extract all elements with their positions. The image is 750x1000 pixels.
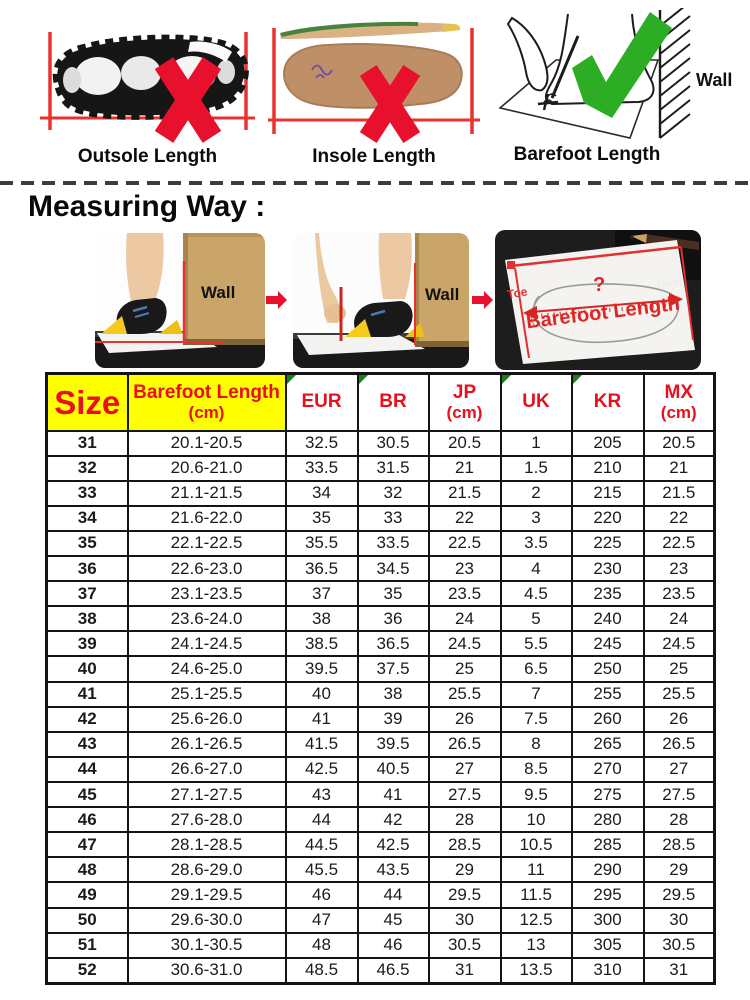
size-row (47, 581, 715, 606)
value-cell: 4 (501, 556, 572, 581)
value-cell: 13 (501, 933, 572, 958)
outsole-length-caption: Outsole Length (77, 146, 218, 167)
value-cell: 28.6-29.0 (128, 857, 286, 882)
value-cell: 22 (644, 506, 715, 531)
size-row (47, 933, 715, 958)
outsole-illustration (40, 12, 255, 144)
size-row (47, 531, 715, 556)
size-row (47, 732, 715, 757)
value-cell: 30.5 (429, 933, 501, 958)
size-row (47, 807, 715, 832)
value-cell: 210 (572, 456, 644, 481)
size-row (47, 832, 715, 857)
size-cell: 42 (47, 707, 128, 732)
size-row (47, 782, 715, 807)
value-cell: 5 (501, 606, 572, 631)
cell-comment-marker (502, 375, 511, 384)
right-arrow-icon (472, 291, 494, 309)
value-cell: 20.6-21.0 (128, 456, 286, 481)
value-cell: 46.5 (358, 958, 429, 984)
value-cell: 1.5 (501, 456, 572, 481)
cell-comment-marker (359, 375, 368, 384)
value-cell: 43 (286, 782, 358, 807)
value-cell: 38 (358, 682, 429, 707)
value-cell: 10 (501, 807, 572, 832)
cell-comment-marker (287, 375, 296, 384)
value-cell: 23.6-24.0 (128, 606, 286, 631)
value-cell: 33.5 (358, 531, 429, 556)
value-cell: 30.1-30.5 (128, 933, 286, 958)
value-cell: 43.5 (358, 857, 429, 882)
value-cell: 41 (358, 782, 429, 807)
outsole-length-figure (40, 12, 255, 172)
column-header-barefoot-length: Barefoot Length (cm) (128, 374, 286, 431)
value-cell: 37 (286, 581, 358, 606)
value-cell: 21.6-22.0 (128, 506, 286, 531)
value-cell: 48 (286, 933, 358, 958)
value-cell: 29 (644, 857, 715, 882)
measuring-photo-stand (95, 233, 265, 368)
value-cell: 24 (429, 606, 501, 631)
value-cell: 8.5 (501, 757, 572, 782)
value-cell: 29.6-30.0 (128, 908, 286, 933)
wall-label: Wall (696, 70, 733, 90)
value-cell: 39.5 (286, 656, 358, 681)
value-cell: 29.5 (429, 882, 501, 907)
value-cell: 205 (572, 431, 644, 456)
barefoot-length-label: Barefoot Length (524, 292, 681, 334)
value-cell: 30.5 (358, 431, 429, 456)
value-cell: 24.5 (429, 631, 501, 656)
value-cell: 48.5 (286, 958, 358, 984)
size-cell: 50 (47, 908, 128, 933)
cell-comment-marker (573, 375, 582, 384)
value-cell: 29.5 (644, 882, 715, 907)
value-cell: 25.5 (644, 682, 715, 707)
size-cell: 31 (47, 431, 128, 456)
value-cell: 7.5 (501, 707, 572, 732)
size-row (47, 707, 715, 732)
value-cell: 305 (572, 933, 644, 958)
leg (126, 233, 164, 301)
value-cell: 265 (572, 732, 644, 757)
size-cell: 48 (47, 857, 128, 882)
value-cell: 44 (286, 807, 358, 832)
size-cell: 34 (47, 506, 128, 531)
size-row (47, 631, 715, 656)
leg (379, 233, 412, 299)
toe-label: Toe (505, 284, 529, 302)
size-row (47, 456, 715, 481)
right-arrow-icon (266, 291, 288, 309)
value-cell: 26 (644, 707, 715, 732)
value-cell: 3 (501, 506, 572, 531)
wall-label: Wall (425, 285, 460, 304)
value-cell: 290 (572, 857, 644, 882)
measuring-photo-measure (495, 230, 701, 370)
column-header-size: Size (47, 374, 128, 431)
value-cell: 300 (572, 908, 644, 933)
size-cell: 37 (47, 581, 128, 606)
value-cell: 32 (358, 481, 429, 506)
value-cell: 26 (429, 707, 501, 732)
size-cell: 47 (47, 832, 128, 857)
column-header-br: BR (358, 374, 429, 431)
value-cell: 4.5 (501, 581, 572, 606)
value-cell: 35 (358, 581, 429, 606)
value-cell: 24.1-24.5 (128, 631, 286, 656)
size-row (47, 431, 715, 456)
heel-label: Heel (656, 274, 684, 292)
question-mark-label: ? (593, 274, 606, 296)
value-cell: 285 (572, 832, 644, 857)
value-cell: 26.5 (429, 732, 501, 757)
value-cell: 31 (644, 958, 715, 984)
value-cell: 12.5 (501, 908, 572, 933)
value-cell: 22.5 (429, 531, 501, 556)
value-cell: 3.5 (501, 531, 572, 556)
value-cell: 275 (572, 782, 644, 807)
value-cell: 20.1-20.5 (128, 431, 286, 456)
value-cell: 280 (572, 807, 644, 832)
size-cell: 38 (47, 606, 128, 631)
value-cell: 35 (286, 506, 358, 531)
size-row (47, 882, 715, 907)
table-header-row (47, 374, 715, 431)
value-cell: 30 (429, 908, 501, 933)
value-cell: 21 (644, 456, 715, 481)
value-cell: 29.1-29.5 (128, 882, 286, 907)
value-cell: 27.5 (429, 782, 501, 807)
value-cell: 30.5 (644, 933, 715, 958)
value-cell: 32.5 (286, 431, 358, 456)
size-cell: 41 (47, 682, 128, 707)
size-row (47, 908, 715, 933)
value-cell: 34.5 (358, 556, 429, 581)
value-cell: 30.6-31.0 (128, 958, 286, 984)
value-cell: 29 (429, 857, 501, 882)
value-cell: 7 (501, 682, 572, 707)
value-cell: 215 (572, 481, 644, 506)
value-cell: 21.5 (429, 481, 501, 506)
value-cell: 31.5 (358, 456, 429, 481)
value-cell: 33 (358, 506, 429, 531)
value-cell: 25.5 (429, 682, 501, 707)
value-cell: 21.5 (644, 481, 715, 506)
value-cell: 46 (286, 882, 358, 907)
insole-length-figure (268, 12, 480, 172)
insole-length-caption: Insole Length (312, 146, 436, 167)
value-cell: 11.5 (501, 882, 572, 907)
hand (508, 18, 548, 90)
value-cell: 8 (501, 732, 572, 757)
value-cell: 37.5 (358, 656, 429, 681)
size-cell: 44 (47, 757, 128, 782)
value-cell: 23.5 (429, 581, 501, 606)
size-row (47, 506, 715, 531)
column-header-jp: JP (cm) (429, 374, 501, 431)
value-cell: 310 (572, 958, 644, 984)
value-cell: 13.5 (501, 958, 572, 984)
value-cell: 40 (286, 682, 358, 707)
value-cell: 23.1-23.5 (128, 581, 286, 606)
value-cell: 20.5 (644, 431, 715, 456)
value-cell: 21 (429, 456, 501, 481)
value-cell: 28 (644, 807, 715, 832)
value-cell: 22 (429, 506, 501, 531)
value-cell: 260 (572, 707, 644, 732)
value-cell: 5.5 (501, 631, 572, 656)
value-cell: 21.1-21.5 (128, 481, 286, 506)
value-cell: 28 (429, 807, 501, 832)
value-cell: 30 (644, 908, 715, 933)
value-cell: 24.6-25.0 (128, 656, 286, 681)
value-cell: 36.5 (358, 631, 429, 656)
value-cell: 25 (644, 656, 715, 681)
size-cell: 51 (47, 933, 128, 958)
value-cell: 2 (501, 481, 572, 506)
barefoot-length-figure (482, 8, 744, 172)
value-cell: 22.1-22.5 (128, 531, 286, 556)
insole-illustration (268, 12, 480, 144)
value-cell: 235 (572, 581, 644, 606)
value-cell: 27 (429, 757, 501, 782)
value-cell: 33.5 (286, 456, 358, 481)
value-cell: 38.5 (286, 631, 358, 656)
dashed-divider (0, 181, 750, 185)
size-cell: 52 (47, 958, 128, 984)
value-cell: 23 (429, 556, 501, 581)
value-cell: 27 (644, 757, 715, 782)
size-row (47, 481, 715, 506)
size-cell: 45 (47, 782, 128, 807)
value-cell: 24 (644, 606, 715, 631)
value-cell: 38 (286, 606, 358, 631)
column-header-kr: KR (572, 374, 644, 431)
value-cell: 36 (358, 606, 429, 631)
value-cell: 250 (572, 656, 644, 681)
value-cell: 270 (572, 757, 644, 782)
size-row (47, 757, 715, 782)
value-cell: 27.1-27.5 (128, 782, 286, 807)
column-header-uk: UK (501, 374, 572, 431)
hand (324, 304, 346, 322)
value-cell: 41 (286, 707, 358, 732)
wall-label: Wall (201, 283, 236, 302)
value-cell: 295 (572, 882, 644, 907)
value-cell: 42.5 (358, 832, 429, 857)
size-table (45, 372, 716, 985)
column-header-eur: EUR (286, 374, 358, 431)
size-row (47, 606, 715, 631)
value-cell: 39.5 (358, 732, 429, 757)
value-cell: 42 (358, 807, 429, 832)
value-cell: 25.6-26.0 (128, 707, 286, 732)
size-cell: 43 (47, 732, 128, 757)
value-cell: 36.5 (286, 556, 358, 581)
value-cell: 44.5 (286, 832, 358, 857)
value-cell: 28.1-28.5 (128, 832, 286, 857)
barefoot-length-caption: Barefoot Length (513, 144, 661, 165)
size-cell: 36 (47, 556, 128, 581)
value-cell: 25.1-25.5 (128, 682, 286, 707)
size-cell: 33 (47, 481, 128, 506)
value-cell: 44 (358, 882, 429, 907)
value-cell: 47 (286, 908, 358, 933)
size-cell: 49 (47, 882, 128, 907)
size-row (47, 682, 715, 707)
value-cell: 245 (572, 631, 644, 656)
size-row (47, 958, 715, 984)
value-cell: 40.5 (358, 757, 429, 782)
value-cell: 28.5 (644, 832, 715, 857)
value-cell: 10.5 (501, 832, 572, 857)
size-row (47, 857, 715, 882)
size-row (47, 556, 715, 581)
size-cell: 39 (47, 631, 128, 656)
size-cell: 46 (47, 807, 128, 832)
value-cell: 46 (358, 933, 429, 958)
value-cell: 22.6-23.0 (128, 556, 286, 581)
stand-against-wall-illustration (95, 233, 265, 368)
size-cell: 40 (47, 656, 128, 681)
value-cell: 20.5 (429, 431, 501, 456)
value-cell: 6.5 (501, 656, 572, 681)
value-cell: 220 (572, 506, 644, 531)
measuring-photo-mark (293, 233, 469, 368)
column-header-mx: MX (cm) (644, 374, 715, 431)
value-cell: 45 (358, 908, 429, 933)
size-cell: 32 (47, 456, 128, 481)
value-cell: 39 (358, 707, 429, 732)
value-cell: 26.6-27.0 (128, 757, 286, 782)
value-cell: 45.5 (286, 857, 358, 882)
size-row (47, 656, 715, 681)
value-cell: 34 (286, 481, 358, 506)
value-cell: 42.5 (286, 757, 358, 782)
value-cell: 23.5 (644, 581, 715, 606)
value-cell: 41.5 (286, 732, 358, 757)
value-cell: 230 (572, 556, 644, 581)
value-cell: 27.5 (644, 782, 715, 807)
value-cell: 225 (572, 531, 644, 556)
value-cell: 11 (501, 857, 572, 882)
value-cell: 26.1-26.5 (128, 732, 286, 757)
value-cell: 23 (644, 556, 715, 581)
value-cell: 31 (429, 958, 501, 984)
value-cell: 240 (572, 606, 644, 631)
value-cell: 255 (572, 682, 644, 707)
value-cell: 27.6-28.0 (128, 807, 286, 832)
value-cell: 26.5 (644, 732, 715, 757)
value-cell: 22.5 (644, 531, 715, 556)
table-body (47, 431, 715, 984)
value-cell: 24.5 (644, 631, 715, 656)
value-cell: 1 (501, 431, 572, 456)
size-cell: 35 (47, 531, 128, 556)
value-cell: 28.5 (429, 832, 501, 857)
value-cell: 35.5 (286, 531, 358, 556)
measuring-way-heading: Measuring Way : (28, 190, 266, 223)
value-cell: 9.5 (501, 782, 572, 807)
value-cell: 25 (429, 656, 501, 681)
